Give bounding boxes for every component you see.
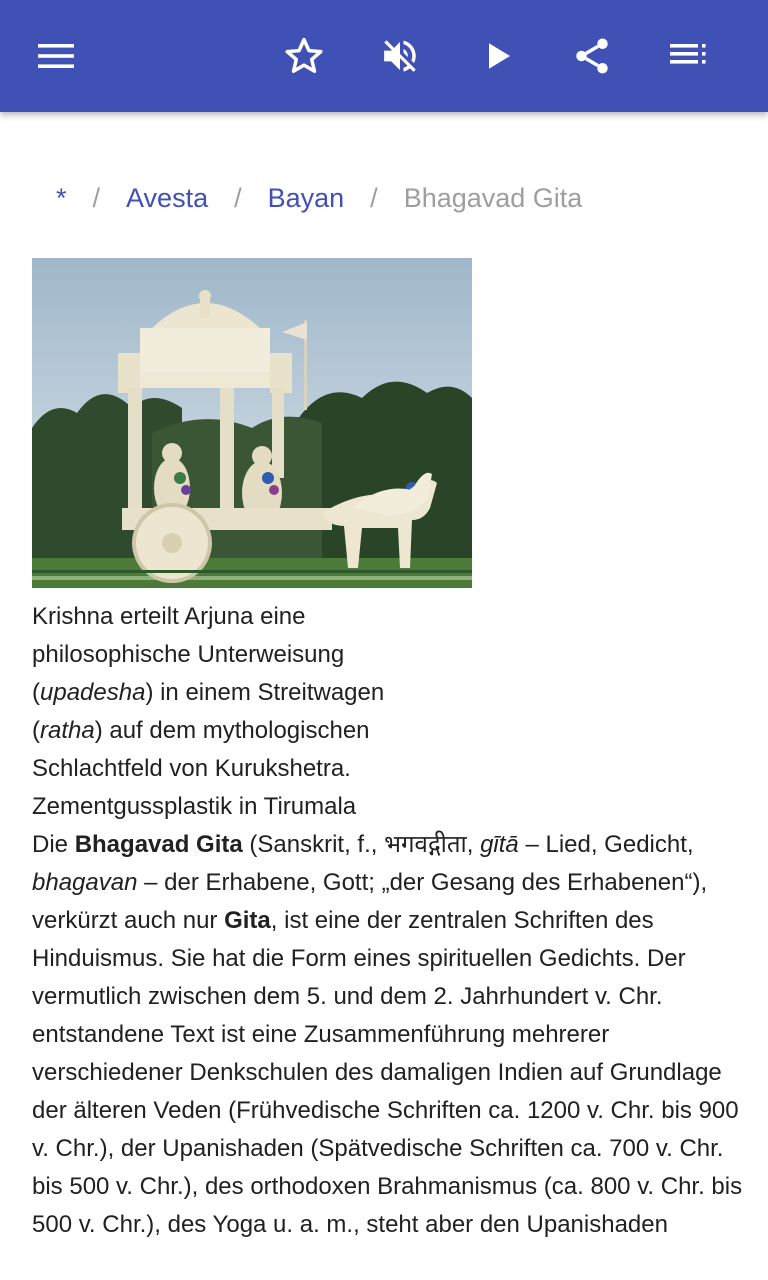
body-text: , ist eine der zentralen Schriften des Hinduismus. Sie hat die Form eines spirituellen Gedichts. Der vermutlich zwischen dem 5. und dem 2. Jahrhundert v. Chr. entstandene Text ist eine Zusammenführung mehrerer verschiedener Denkschulen des damaligen Indien auf Grundlage der älteren Veden (Frühvedische Schriften ca. 1200 v. Chr. bis 900 v. Chr.), der Upanishaden (Spätvedische Schriften ca. 700 v. Chr. bis 500 v. Chr.), des orthodoxen Brahmanismus (ca. 800 v. Chr. bis 500 v. Chr.), des Yoga u. a. m., steht aber den Upanishaden [32, 907, 743, 1238]
image-caption [32, 598, 452, 826]
body-italic-gita: gītā [480, 831, 519, 858]
article-body [32, 826, 744, 1244]
menu-icon[interactable] [28, 28, 84, 84]
body-bold-gita: Gita [224, 907, 271, 934]
body-text: (Sanskrit, f., भगवद्गीता, [242, 831, 481, 858]
caption-italic-ratha: ratha [40, 717, 95, 744]
caption-text: Krishna erteilt Arjuna eine philosophische Unterweisung ( [32, 603, 345, 706]
play-icon[interactable] [470, 28, 526, 84]
breadcrumb-root[interactable]: * [56, 182, 67, 213]
caption-text: ) auf dem mythologischen Schlachtfeld von Kurukshetra. Zementgussplastik in Tirumala [32, 717, 370, 820]
body-text: – Lied, Gedicht, [518, 831, 694, 858]
breadcrumb-current: Bhagavad Gita [403, 182, 583, 213]
body-bold-title: Bhagavad Gita [74, 831, 243, 858]
app-bar [0, 0, 768, 112]
body-text: – der Erhabene, Gott; „der Gesang des Erhabenen“), verkürzt auch nur [32, 869, 708, 934]
breadcrumb-separator: / [92, 182, 101, 213]
breadcrumb-separator: / [370, 182, 378, 213]
star-outline-icon[interactable] [276, 28, 332, 84]
breadcrumb-item-bayan[interactable]: Bayan [267, 182, 345, 213]
caption-italic-upadesha: upadesha [40, 679, 146, 706]
share-icon[interactable] [564, 28, 620, 84]
chariot-sculpture-image [32, 258, 472, 588]
breadcrumb [32, 174, 582, 222]
volume-off-icon[interactable] [372, 28, 428, 84]
breadcrumb-item-avesta[interactable]: Avesta [126, 182, 209, 213]
body-text: Die [32, 831, 75, 858]
body-italic-bhagavan: bhagavan [32, 869, 138, 896]
breadcrumb-separator: / [234, 182, 242, 213]
caption-text: ) in einem Streitwagen ( [32, 679, 385, 744]
list-icon[interactable] [660, 28, 716, 84]
article-image[interactable] [32, 258, 472, 588]
